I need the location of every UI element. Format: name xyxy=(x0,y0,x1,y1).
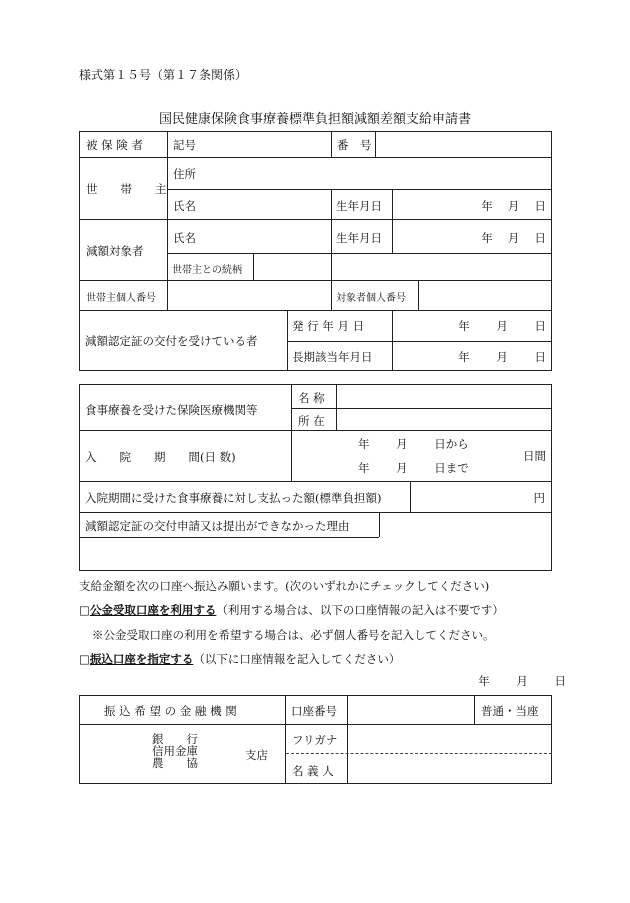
target-name-field[interactable] xyxy=(200,222,328,250)
bango-field[interactable] xyxy=(378,133,548,155)
address-label: 住所 xyxy=(173,167,196,181)
option-public-account-label: 公金受取口座を利用する xyxy=(89,603,217,617)
bango-label: 番 号 xyxy=(337,138,372,152)
institution-address-field[interactable] xyxy=(340,410,548,428)
householder-name-label: 氏名 xyxy=(173,199,196,213)
kigo-field[interactable] xyxy=(200,133,328,155)
paid-amount-label: 入院期間に受けた食事療養に対し支払った額(標準負担額) xyxy=(85,491,382,505)
householder-label: 世 帯 主 xyxy=(86,182,167,196)
checkbox-public-account[interactable]: □ xyxy=(79,603,90,617)
long-term-field[interactable]: 年 月 日 xyxy=(458,350,546,364)
option-public-account[interactable] xyxy=(79,602,504,618)
target-personal-number-label: 対象者個人番号 xyxy=(336,293,406,304)
target-birthdate-field[interactable]: 年 月 日 xyxy=(481,231,546,245)
checkbox-specify-account[interactable]: □ xyxy=(79,652,90,666)
option-specify-account-note: （以下に口座情報を記入してください） xyxy=(193,652,401,666)
option-public-account-note: （利用する場合は、以下の口座情報の記入は不要です） xyxy=(216,603,504,617)
householder-birthdate-field[interactable]: 年 月 日 xyxy=(481,199,546,213)
bank-type-shinkin[interactable]: 信用金庫 xyxy=(152,744,198,758)
householder-name-field[interactable] xyxy=(200,192,328,216)
hospitalization-label: 入 院 期 間(日 数) xyxy=(85,450,236,464)
reason-field[interactable] xyxy=(82,540,548,568)
kigo-label: 記号 xyxy=(173,138,196,152)
issue-date-field[interactable]: 年 月 日 xyxy=(458,319,546,333)
bank-type-list[interactable] xyxy=(152,733,198,769)
target-birthdate-label: 生年月日 xyxy=(336,231,382,245)
institution-name-label: 名 称 xyxy=(298,391,325,405)
hospitalization-to-field[interactable]: 年 月 日まで xyxy=(358,461,469,475)
branch-label: 支店 xyxy=(245,748,268,762)
account-type-selector[interactable]: 普通・当座 xyxy=(481,704,539,718)
relation-label: 世帯主との続柄 xyxy=(172,265,242,276)
reduction-target-label: 減額対象者 xyxy=(86,244,144,258)
account-number-label: 口座番号 xyxy=(291,704,337,718)
days-unit: 日間 xyxy=(523,449,546,463)
hh-personal-number-label: 世帯主個人番号 xyxy=(86,293,156,304)
holder-name-field[interactable] xyxy=(351,757,548,781)
target-name-label: 氏名 xyxy=(173,231,196,245)
issue-date-label: 発 行 年 月 日 xyxy=(292,319,365,333)
bank-type-bank[interactable]: 銀 行 xyxy=(152,732,198,746)
hospitalization-from-field[interactable]: 年 月 日から xyxy=(358,437,469,451)
householder-birthdate-label: 生年月日 xyxy=(336,199,382,213)
option-specify-account[interactable] xyxy=(79,651,400,667)
target-personal-number-field[interactable] xyxy=(421,283,549,307)
reason-label: 減額認定証の交付申請又は提出ができなかった理由 xyxy=(85,519,350,533)
certificate-label: 減額認定証の交付を受けている者 xyxy=(85,334,258,348)
furigana-label: フリガナ xyxy=(292,733,338,747)
application-date[interactable]: 年 月 日 xyxy=(478,674,566,688)
holder-label: 名 義 人 xyxy=(292,764,334,778)
instruction-line: 支給金額を次の口座へ振込み願います。(次のいずれかにチェックしてください) xyxy=(79,579,490,593)
long-term-label: 長期該当年月日 xyxy=(292,350,373,364)
householder-address-field[interactable] xyxy=(200,160,548,186)
institution-name-field[interactable] xyxy=(340,386,548,406)
account-number-field[interactable] xyxy=(351,698,471,721)
institution-label: 食事療養を受けた保険医療機関等 xyxy=(85,403,258,417)
public-account-note: ※公金受取口座の利用を希望する場合は、必ず個人番号を記入してください。 xyxy=(92,628,495,642)
paid-amount-field[interactable]: 円 xyxy=(533,491,545,505)
page-title: 国民健康保険食事療養標準負担額減額差額支給申請書 xyxy=(158,112,471,127)
bank-type-nokyo[interactable]: 農 協 xyxy=(152,756,198,770)
hh-personal-number-field[interactable] xyxy=(170,283,328,307)
bank-label: 振 込 希 望 の 金 融 機 関 xyxy=(104,704,237,718)
form-number: 様式第１５号（第１７条関係） xyxy=(79,68,248,82)
relation-field[interactable] xyxy=(256,256,328,278)
institution-address-label: 所 在 xyxy=(298,414,325,428)
option-specify-account-label: 振込口座を指定する xyxy=(89,652,194,666)
furigana-field[interactable] xyxy=(351,727,548,751)
insured-label: 被 保 険 者 xyxy=(86,138,143,152)
